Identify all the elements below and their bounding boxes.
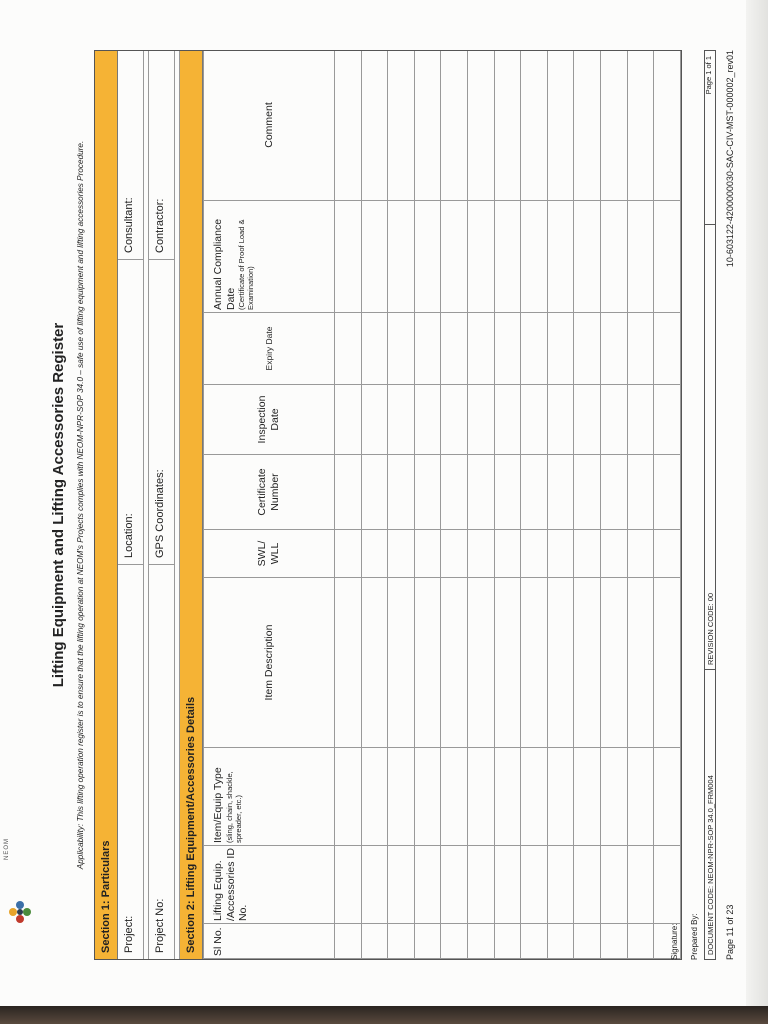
table-cell[interactable]	[414, 385, 441, 455]
table-cell[interactable]	[441, 385, 468, 455]
table-cell[interactable]	[361, 578, 388, 748]
register-form	[50, 50, 740, 960]
table-cell[interactable]	[680, 846, 682, 924]
table-cell[interactable]	[494, 50, 521, 201]
table-row	[441, 50, 468, 959]
table-cell[interactable]	[335, 530, 362, 578]
table-cell[interactable]	[627, 748, 654, 846]
table-cell[interactable]	[494, 313, 521, 385]
table-cell[interactable]	[574, 924, 601, 959]
table-cell[interactable]	[521, 846, 548, 924]
table-cell[interactable]	[574, 846, 601, 924]
project-field[interactable]: Project:	[118, 564, 143, 959]
table-row	[627, 50, 654, 959]
col-item-type-note: (sling, chain, shackle, spreader, etc.)	[224, 771, 243, 843]
table-cell[interactable]	[414, 201, 441, 313]
table-cell[interactable]	[467, 385, 494, 455]
col-item-type	[204, 748, 335, 846]
table-cell[interactable]	[574, 50, 601, 201]
col-annual-compliance-note: (Certificate of Proof Load & Examination)	[237, 219, 256, 310]
table-cell[interactable]	[335, 50, 362, 201]
table-cell[interactable]	[361, 455, 388, 530]
table-cell[interactable]	[441, 924, 468, 959]
table-cell[interactable]	[361, 201, 388, 313]
table-cell[interactable]	[388, 924, 415, 959]
table-cell[interactable]	[680, 313, 682, 385]
table-cell[interactable]	[414, 846, 441, 924]
table-cell[interactable]	[388, 50, 415, 201]
table-row	[547, 50, 574, 959]
contractor-field[interactable]: Contractor:	[154, 198, 166, 253]
table-cell[interactable]	[627, 201, 654, 313]
section-2-header: Section 2: Lifting Equipment/Accessories Details	[180, 51, 203, 959]
prepared-by-label: Prepared By:	[690, 913, 699, 960]
table-cell[interactable]	[388, 846, 415, 924]
table-cell[interactable]	[388, 455, 415, 530]
table-cell[interactable]	[627, 530, 654, 578]
table-cell[interactable]	[574, 455, 601, 530]
table-cell[interactable]	[574, 385, 601, 455]
table-cell[interactable]	[574, 201, 601, 313]
table-cell[interactable]	[414, 748, 441, 846]
table-cell[interactable]	[600, 748, 627, 846]
page-number: Page 11 of 23	[725, 904, 735, 960]
table-row	[335, 50, 362, 959]
table-cell[interactable]	[627, 385, 654, 455]
table-cell[interactable]	[600, 201, 627, 313]
table-cell[interactable]	[600, 530, 627, 578]
table-row	[574, 50, 601, 959]
table-cell[interactable]	[574, 530, 601, 578]
table-cell[interactable]	[521, 530, 548, 578]
table-row	[467, 50, 494, 959]
form-title: Lifting Equipment and Lifting Accessories Register	[50, 322, 67, 688]
table-cell[interactable]	[441, 846, 468, 924]
table-cell[interactable]	[627, 578, 654, 748]
table-cell[interactable]	[494, 530, 521, 578]
table-cell[interactable]	[388, 530, 415, 578]
table-cell[interactable]	[600, 385, 627, 455]
table-cell[interactable]	[600, 455, 627, 530]
table-cell[interactable]	[361, 385, 388, 455]
table-cell[interactable]	[441, 530, 468, 578]
table-cell[interactable]	[547, 385, 574, 455]
table-cell[interactable]	[627, 924, 654, 959]
table-cell[interactable]	[467, 201, 494, 313]
table-cell[interactable]	[680, 578, 682, 748]
table-cell[interactable]	[335, 313, 362, 385]
table-cell[interactable]	[680, 924, 682, 959]
table-cell[interactable]	[600, 313, 627, 385]
neom-logo-icon	[6, 898, 34, 926]
scanner-bed-edge	[0, 1006, 768, 1024]
table-cell[interactable]	[680, 748, 682, 846]
table-cell[interactable]	[654, 455, 681, 530]
document-code: DOCUMENT CODE: NEOM-NPR-SOP 34.0_FRM004	[705, 669, 715, 959]
col-annual-compliance	[204, 201, 335, 313]
table-cell[interactable]	[521, 313, 548, 385]
table-cell[interactable]	[467, 846, 494, 924]
document-reference: 10-603122-4200000030-SAC-CIV-MST-000002_rev01	[725, 50, 735, 268]
table-cell[interactable]	[600, 578, 627, 748]
table-cell[interactable]	[521, 455, 548, 530]
table-row	[494, 50, 521, 959]
table-cell[interactable]	[467, 578, 494, 748]
revision-code: REVISION CODE: 00	[705, 224, 715, 669]
table-cell[interactable]	[600, 50, 627, 201]
table-cell[interactable]	[547, 748, 574, 846]
table-cell[interactable]	[414, 924, 441, 959]
table-row	[654, 50, 681, 959]
table-cell[interactable]	[414, 530, 441, 578]
location-field[interactable]: Location:	[118, 259, 143, 564]
col-item-type-label: Item/Equip Type	[212, 767, 224, 843]
table-cell[interactable]	[654, 530, 681, 578]
table-row	[680, 50, 682, 959]
table-cell[interactable]	[441, 455, 468, 530]
table-cell[interactable]	[654, 748, 681, 846]
col-item-description: Item Description	[204, 578, 335, 748]
table-row	[521, 50, 548, 959]
table-cell[interactable]	[388, 201, 415, 313]
particulars-row-1	[118, 51, 144, 959]
table-cell[interactable]	[441, 578, 468, 748]
table-cell[interactable]	[361, 313, 388, 385]
col-swl-wll: SWL/ WLL	[204, 530, 335, 578]
col-comment: Comment	[204, 50, 335, 201]
table-cell[interactable]	[521, 748, 548, 846]
table-cell[interactable]	[388, 385, 415, 455]
table-row	[600, 50, 627, 959]
table-cell[interactable]	[654, 201, 681, 313]
table-cell[interactable]	[600, 846, 627, 924]
table-cell[interactable]	[547, 530, 574, 578]
table-cell[interactable]	[361, 50, 388, 201]
table-body	[335, 50, 683, 959]
table-cell[interactable]	[441, 201, 468, 313]
table-cell[interactable]	[654, 385, 681, 455]
table-cell[interactable]	[494, 578, 521, 748]
form-frame	[94, 50, 682, 960]
table-cell[interactable]	[467, 455, 494, 530]
applicability-note: Applicability: This lifting operation register is to ensure that the lifting operation at NEOM's Projects complies with NEOM-NPR-SOP 34.0 – safe use of lifting equipment and lifting accessories Procedure.	[76, 140, 85, 870]
table-cell[interactable]	[627, 50, 654, 201]
table-cell[interactable]	[521, 924, 548, 959]
table-cell[interactable]	[521, 578, 548, 748]
table-cell[interactable]	[467, 530, 494, 578]
table-cell[interactable]	[494, 748, 521, 846]
table-cell[interactable]	[494, 455, 521, 530]
table-cell[interactable]	[441, 313, 468, 385]
table-cell[interactable]	[467, 313, 494, 385]
table-cell[interactable]	[547, 578, 574, 748]
signature-label: Signature:	[670, 923, 679, 960]
table-cell[interactable]	[361, 530, 388, 578]
table-row	[414, 50, 441, 959]
table-cell[interactable]	[494, 846, 521, 924]
table-cell[interactable]	[521, 201, 548, 313]
table-cell[interactable]	[680, 201, 682, 313]
table-cell[interactable]	[441, 50, 468, 201]
table-cell[interactable]	[335, 578, 362, 748]
col-sl-no: Sl No.	[204, 924, 335, 959]
table-cell[interactable]	[467, 748, 494, 846]
table-cell[interactable]	[680, 530, 682, 578]
table-cell[interactable]	[361, 846, 388, 924]
col-annual-compliance-label: Annual Compliance Date	[212, 218, 237, 310]
particulars-row-2	[149, 51, 175, 959]
brand-name: NEOM	[4, 838, 10, 860]
table-cell[interactable]	[335, 455, 362, 530]
table-cell[interactable]	[680, 385, 682, 455]
table-cell[interactable]	[388, 578, 415, 748]
table-cell[interactable]	[414, 455, 441, 530]
table-row	[388, 50, 415, 959]
gps-field[interactable]: GPS Coordinates:	[149, 259, 174, 564]
table-cell[interactable]	[627, 313, 654, 385]
col-id-no: Lifting Equip. /Accessories ID No.	[204, 846, 335, 924]
table-row	[361, 50, 388, 959]
table-cell[interactable]	[680, 50, 682, 201]
table-cell[interactable]	[521, 50, 548, 201]
consultant-field[interactable]: Consultant:	[123, 197, 135, 253]
table-cell[interactable]	[574, 578, 601, 748]
page-of: Page 1 of 1	[704, 56, 713, 95]
table-cell[interactable]	[547, 455, 574, 530]
table-cell[interactable]	[654, 578, 681, 748]
table-cell[interactable]	[654, 313, 681, 385]
col-expiry-date: Expiry Date	[204, 313, 335, 385]
table-cell[interactable]	[335, 385, 362, 455]
table-cell[interactable]	[494, 385, 521, 455]
section-1-header: Section 1: Particulars	[95, 51, 118, 959]
table-cell[interactable]	[414, 313, 441, 385]
table-cell[interactable]	[521, 385, 548, 455]
table-cell[interactable]	[467, 924, 494, 959]
table-cell[interactable]	[388, 313, 415, 385]
table-cell[interactable]	[547, 924, 574, 959]
table-cell[interactable]	[680, 455, 682, 530]
table-cell[interactable]	[547, 313, 574, 385]
table-cell[interactable]	[654, 50, 681, 201]
table-cell[interactable]	[414, 50, 441, 201]
table-cell[interactable]	[574, 313, 601, 385]
table-cell[interactable]	[361, 924, 388, 959]
table-cell[interactable]	[494, 201, 521, 313]
table-cell[interactable]	[414, 578, 441, 748]
col-certificate-number: Certificate Number	[204, 455, 335, 530]
table-cell[interactable]	[547, 846, 574, 924]
table-cell[interactable]	[627, 455, 654, 530]
col-inspection-date: Inspection Date	[204, 385, 335, 455]
table-cell[interactable]	[494, 924, 521, 959]
table-cell[interactable]	[441, 748, 468, 846]
equipment-table	[203, 50, 682, 959]
table-cell[interactable]	[335, 748, 362, 846]
table-cell[interactable]	[335, 924, 362, 959]
project-no-field[interactable]: Project No:	[149, 564, 174, 959]
table-cell[interactable]	[654, 846, 681, 924]
table-cell[interactable]	[627, 846, 654, 924]
table-cell[interactable]	[361, 748, 388, 846]
table-cell[interactable]	[574, 748, 601, 846]
table-cell[interactable]	[335, 846, 362, 924]
table-cell[interactable]	[547, 201, 574, 313]
table-cell[interactable]	[547, 50, 574, 201]
table-header-row	[204, 50, 335, 959]
table-cell[interactable]	[467, 50, 494, 201]
table-cell[interactable]	[388, 748, 415, 846]
table-cell[interactable]	[600, 924, 627, 959]
table-cell[interactable]	[335, 201, 362, 313]
scan-page-edge	[746, 0, 768, 1006]
